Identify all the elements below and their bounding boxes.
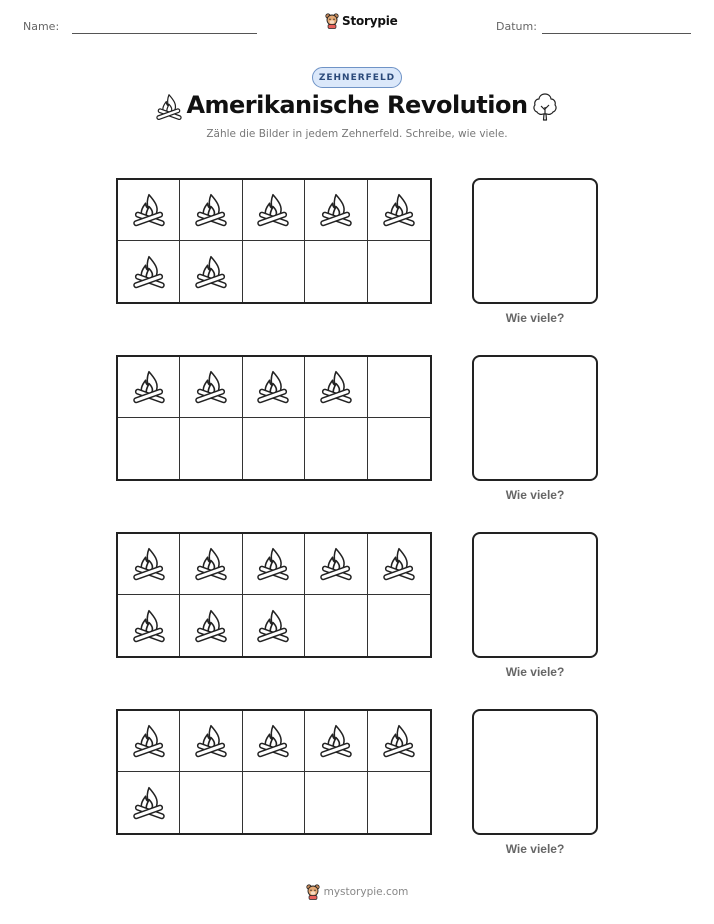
ten-frame-cell — [305, 595, 367, 656]
ten-frame-cell — [118, 180, 180, 241]
ten-frame-cell — [180, 357, 242, 418]
ten-frame-cell — [180, 180, 242, 241]
answer-box-2[interactable] — [472, 355, 598, 481]
how-many-label: Wie viele? — [505, 488, 565, 502]
how-many-label: Wie viele? — [505, 665, 565, 679]
campfire-icon — [256, 607, 290, 645]
ten-frame-cell — [243, 711, 305, 772]
campfire-icon — [256, 368, 290, 406]
ten-frame-cell — [305, 418, 367, 479]
ten-frame-cell — [180, 241, 242, 302]
ten-frame-cell — [118, 357, 180, 418]
ten-frame-cell — [368, 418, 430, 479]
ten-frame-4 — [116, 709, 432, 835]
ten-frame-cell — [243, 595, 305, 656]
ten-frame-cell — [305, 534, 367, 595]
ten-frame-cell — [368, 772, 430, 833]
campfire-icon — [132, 368, 166, 406]
page-title: Amerikanische Revolution — [186, 91, 528, 119]
ten-frame-cell — [243, 772, 305, 833]
campfire-icon — [194, 545, 228, 583]
ten-frame-cell — [305, 180, 367, 241]
bear-mascot-icon — [325, 13, 339, 29]
ten-frame-cell — [243, 241, 305, 302]
ten-frame-cell — [368, 357, 430, 418]
campfire-icon — [194, 191, 228, 229]
campfire-icon — [132, 545, 166, 583]
ten-frame-cell — [180, 595, 242, 656]
ten-frame-cell — [368, 711, 430, 772]
ten-frame-cell — [368, 595, 430, 656]
campfire-icon — [132, 607, 166, 645]
ten-frame-cell — [305, 241, 367, 302]
campfire-icon — [132, 722, 166, 760]
campfire-icon — [319, 545, 353, 583]
date-label: Datum: — [496, 20, 537, 33]
ten-frame-cell — [305, 357, 367, 418]
name-label: Name: — [23, 20, 60, 33]
ten-frame-cell — [118, 241, 180, 302]
answer-box-1[interactable] — [472, 178, 598, 304]
campfire-icon — [319, 722, 353, 760]
campfire-icon — [382, 191, 416, 229]
ten-frame-cell — [118, 772, 180, 833]
ten-frame-cell — [305, 772, 367, 833]
campfire-icon — [132, 191, 166, 229]
campfire-icon — [132, 253, 166, 291]
campfire-icon — [194, 722, 228, 760]
ten-frame-cell — [243, 418, 305, 479]
campfire-icon — [256, 722, 290, 760]
campfire-icon — [382, 545, 416, 583]
ten-frame-1 — [116, 178, 432, 304]
how-many-label: Wie viele? — [505, 311, 565, 325]
name-line — [72, 33, 257, 34]
ten-frame-cell — [118, 418, 180, 479]
ten-frame-cell — [180, 772, 242, 833]
footer-url: mystorypie.com — [323, 886, 409, 898]
answer-box-3[interactable] — [472, 532, 598, 658]
ten-frame-cell — [118, 595, 180, 656]
date-line — [542, 33, 691, 34]
brand-name: Storypie — [342, 14, 398, 28]
ten-frame-cell — [180, 711, 242, 772]
ten-frame-cell — [180, 418, 242, 479]
campfire-icon — [132, 784, 166, 822]
how-many-label: Wie viele? — [505, 842, 565, 856]
bear-mascot-icon — [306, 884, 320, 900]
ten-frame-cell — [243, 357, 305, 418]
answer-box-4[interactable] — [472, 709, 598, 835]
ten-frame-cell — [243, 534, 305, 595]
ten-frame-3 — [116, 532, 432, 658]
ten-frame-cell — [118, 534, 180, 595]
ten-frame-cell — [243, 180, 305, 241]
worksheet-type-badge: ZEHNERFELD — [312, 67, 402, 88]
campfire-icon — [256, 191, 290, 229]
footer — [0, 884, 714, 900]
instructions: Zähle die Bilder in jedem Zehnerfeld. Schreibe, wie viele. — [206, 128, 508, 140]
campfire-icon — [319, 368, 353, 406]
ten-frame-cell — [118, 711, 180, 772]
ten-frame-cell — [305, 711, 367, 772]
campfire-icon — [319, 191, 353, 229]
tree-icon — [532, 92, 558, 122]
campfire-icon — [256, 545, 290, 583]
campfire-icon — [194, 607, 228, 645]
ten-frame-2 — [116, 355, 432, 481]
campfire-icon — [382, 722, 416, 760]
campfire-icon — [194, 253, 228, 291]
ten-frame-cell — [180, 534, 242, 595]
ten-frame-cell — [368, 180, 430, 241]
ten-frame-cell — [368, 534, 430, 595]
brand-logo — [325, 13, 398, 29]
ten-frame-cell — [368, 241, 430, 302]
campfire-icon — [194, 368, 228, 406]
